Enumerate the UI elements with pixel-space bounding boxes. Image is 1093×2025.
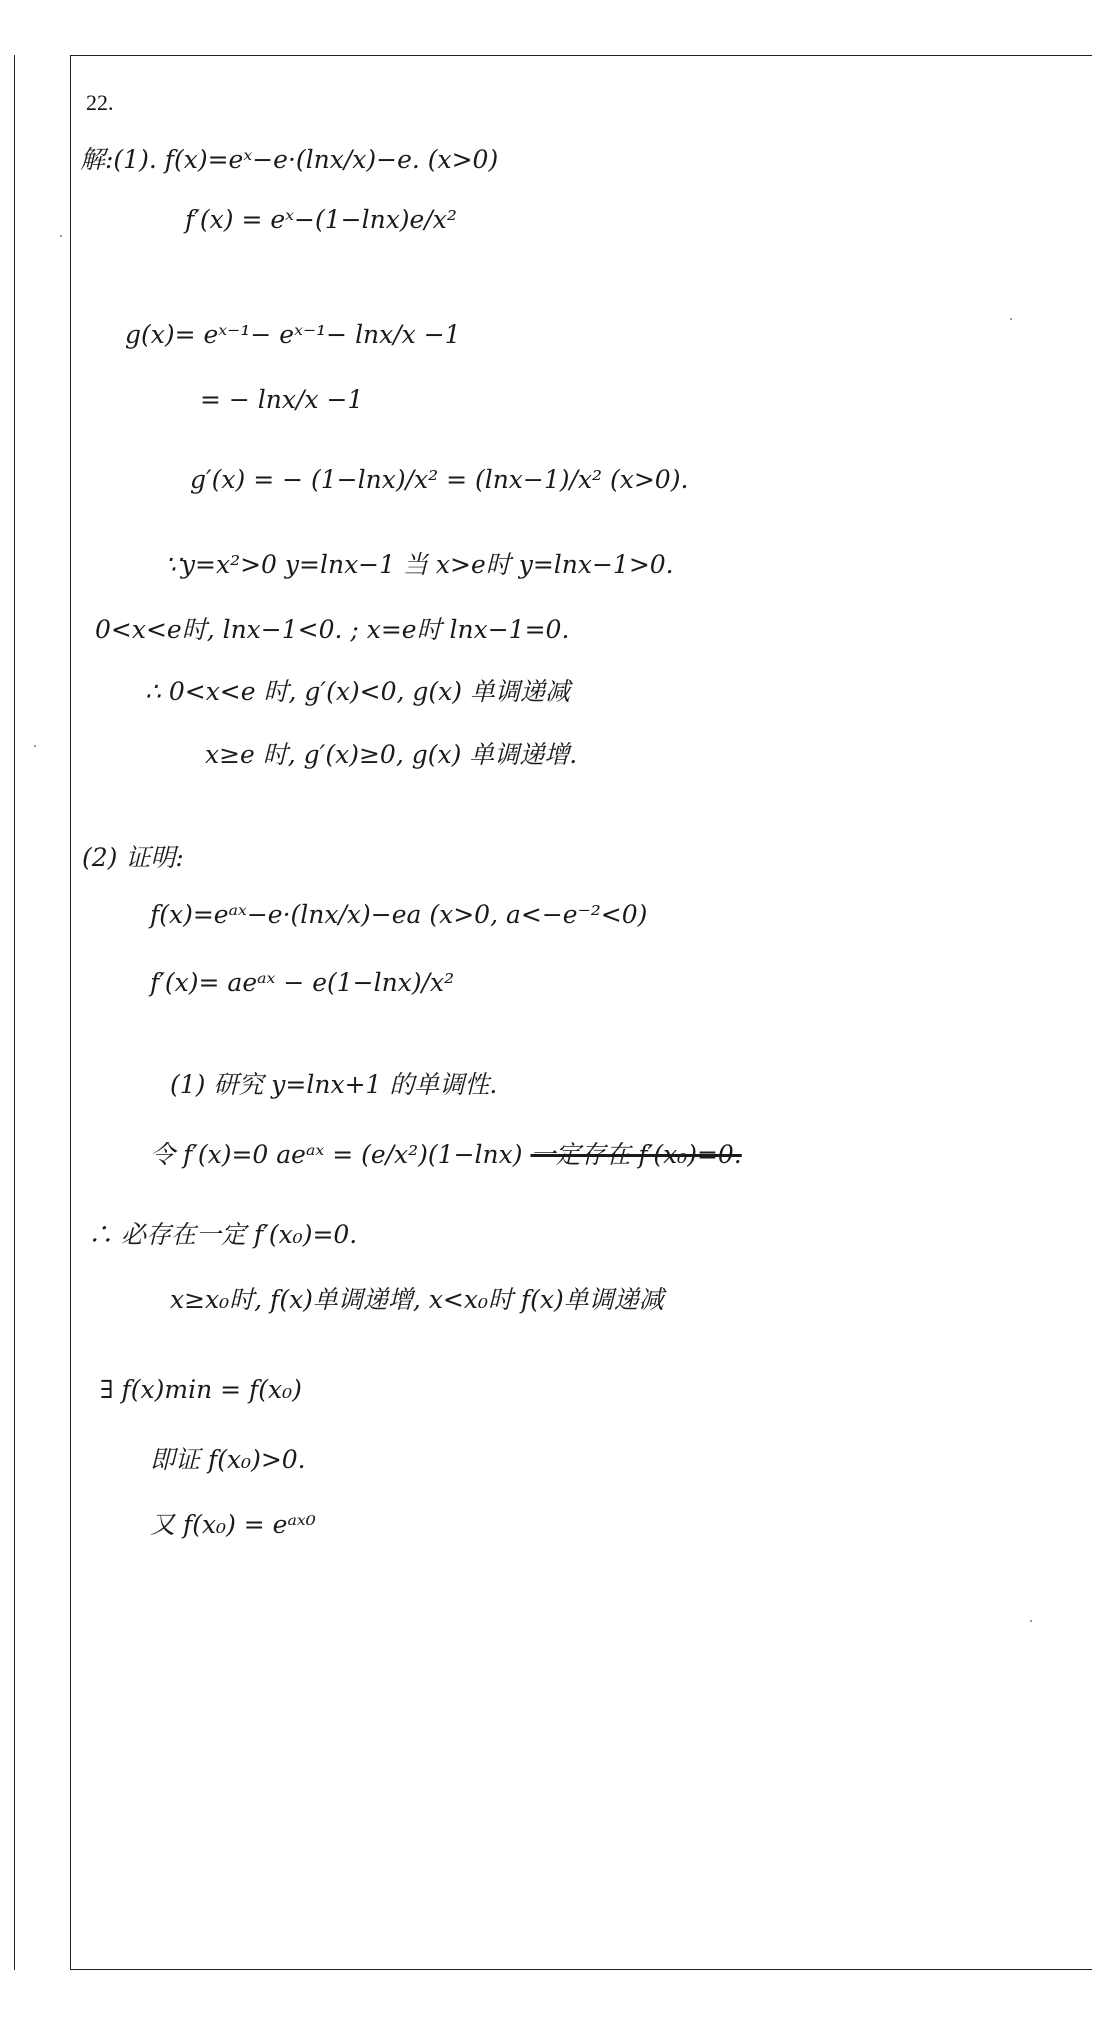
scan-speck xyxy=(1010,318,1012,320)
solution-line-11: f(x)=eᵃˣ−e·(lnx/x)−ea (x>0, a<−e⁻²<0) xyxy=(150,900,648,929)
solution-line-13: (1) 研究 y=lnx+1 的单调性. xyxy=(170,1070,498,1099)
solution-line-14 xyxy=(150,1135,742,1171)
scan-speck xyxy=(60,235,62,237)
solution-line-17: ∃ f(x)min = f(x₀) xyxy=(100,1375,302,1404)
solution-line-6: ∵y=x²>0 y=lnx−1 当 x>e时 y=lnx−1>0. xyxy=(165,550,674,579)
solution-line-10: (2) 证明: xyxy=(82,843,184,872)
solution-line-4: = − lnx/x −1 xyxy=(200,385,364,414)
solution-line-19: 又 f(x₀) = eᵃˣ⁰ xyxy=(150,1510,316,1539)
solution-line-14-main: 令 f′(x)=0 aeᵃˣ = (e/x²)(1−lnx) xyxy=(150,1140,523,1169)
solution-line-18: 即证 f(x₀)>0. xyxy=(150,1445,306,1474)
solution-line-12: f′(x)= aeᵃˣ − e(1−lnx)/x² xyxy=(150,968,455,997)
solution-line-1: 解:(1). f(x)=eˣ−e·(lnx/x)−e. (x>0) xyxy=(80,145,499,174)
solution-line-15: ∴ 必存在一定 f′(x₀)=0. xyxy=(88,1220,358,1249)
left-column-border xyxy=(14,55,15,1970)
scan-speck xyxy=(1030,1620,1032,1622)
solution-line-3: g(x)= eˣ⁻¹− eˣ⁻¹− lnx/x −1 xyxy=(125,320,461,349)
solution-line-9: x≥e 时, g′(x)≥0, g(x) 单调递增. xyxy=(205,740,578,769)
solution-line-2: f′(x) = eˣ−(1−lnx)e/x² xyxy=(185,205,457,234)
struck-out-text: 一定存在 f′(x₀)=0. xyxy=(530,1140,742,1169)
solution-line-16: x≥x₀时, f(x)单调递增, x<x₀时 f(x)单调递减 xyxy=(170,1285,664,1314)
question-number: 22. xyxy=(86,90,114,115)
scan-speck xyxy=(34,745,36,747)
solution-line-7: 0<x<e时, lnx−1<0. ; x=e时 lnx−1=0. xyxy=(95,615,570,644)
solution-line-5: g′(x) = − (1−lnx)/x² = (lnx−1)/x² (x>0). xyxy=(190,465,689,494)
solution-line-8: ∴ 0<x<e 时, g′(x)<0, g(x) 单调递减 xyxy=(145,677,570,706)
